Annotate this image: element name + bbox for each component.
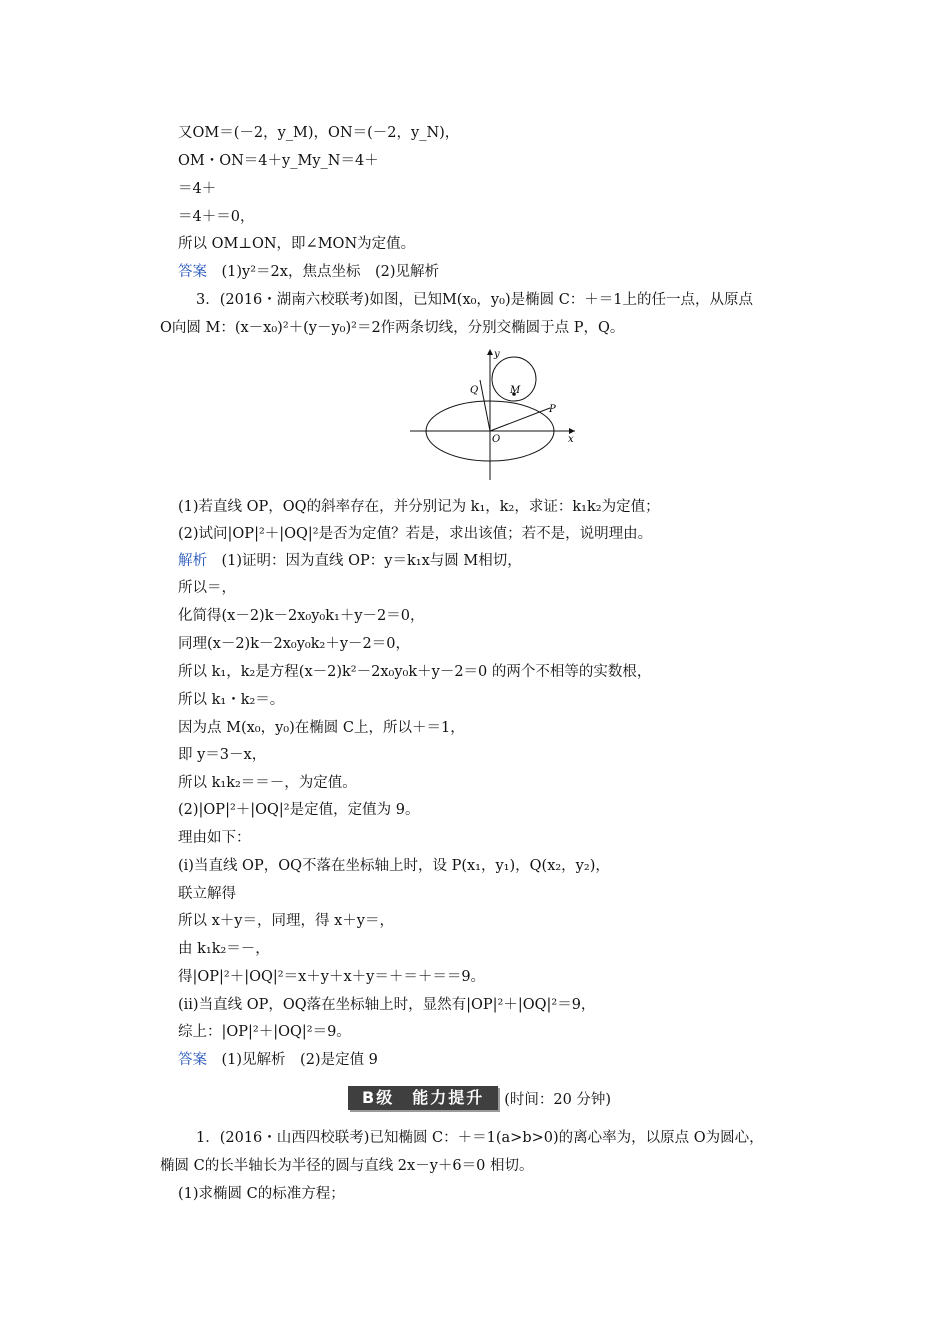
origin-label: O [492, 434, 501, 445]
text-line: 联立解得 [178, 886, 236, 902]
solution-line [178, 551, 522, 571]
text-line: (2)|OP|²＋|OQ|²是定值，定值为 9。 [178, 802, 420, 818]
answer-line [178, 262, 439, 282]
x-axis-label: x [568, 434, 574, 445]
text-line: 所以＝， [178, 580, 236, 596]
text-line: 所以 x＋y＝，同理，得 x＋y＝， [178, 913, 394, 929]
point-m-label: M [510, 385, 521, 396]
answer-text: (1)见解析 (2)是定值 9 [221, 1052, 378, 1068]
question-line: 1．(2016・山西四校联考)已知椭圆 C：＋＝1(a>b>0)的离心率为，以原点 O为圆心， [196, 1130, 764, 1146]
y-axis-label: y [494, 349, 500, 360]
text-line: (2)试问|OP|²＋|OQ|²是否为定值？若是，求出该值；若不是，说明理由。 [178, 526, 653, 542]
text-line: (1)若直线 OP，OQ的斜率存在，并分别记为 k₁，k₂，求证：k₁k₂为定值； [178, 499, 660, 515]
point-p-label: P [549, 404, 556, 415]
solution-tag: 解析 [178, 553, 207, 569]
text-line: 所以 k₁，k₂是方程(x－2)k²－2x₀y₀k＋y－2＝0 的两个不相等的实数根， [178, 664, 652, 680]
text-line: 化简得(x－2)k－2x₀y₀k₁＋y－2＝0， [178, 608, 425, 624]
solution-text: (1)证明：因为直线 OP：y＝k₁x与圆 M相切， [221, 553, 522, 569]
answer-tag: 答案 [178, 264, 207, 280]
section-time: (时间：20 分钟) [504, 1091, 612, 1108]
section-title: B级 能力提升 [348, 1086, 498, 1110]
text-line: ＝4＋ [178, 181, 217, 197]
text-line: 同理(x－2)k－2x₀y₀k₂＋y－2＝0， [178, 636, 410, 652]
answer-text: (1)y²＝2x，焦点坐标 (2)见解析 [221, 264, 439, 280]
text-line: (ⅰ)当直线 OP，OQ不落在坐标轴上时，设 P(x₁，y₁)，Q(x₂，y₂)， [178, 858, 610, 874]
text-line: OM・ON＝4＋y_My_N＝4＋ [178, 153, 379, 169]
ellipse-figure [410, 345, 585, 480]
question-line: 3．(2016・湖南六校联考)如图，已知M(x₀，y₀)是椭圆 C：＋＝1上的任一点，从原点 [196, 292, 754, 308]
text-line: 又OM＝(－2，y_M)，ON＝(－2，y_N)， [178, 125, 460, 141]
text-line: (ⅱ)当直线 OP，OQ落在坐标轴上时，显然有|OP|²＋|OQ|²＝9， [178, 997, 596, 1013]
point-q-label: Q [470, 385, 479, 396]
text-line: 因为点 M(x₀，y₀)在椭圆 C上，所以＋＝1， [178, 720, 465, 736]
text-line: ＝4＋＝0， [178, 209, 255, 225]
section-header [348, 1086, 611, 1110]
question-line: (1)求椭圆 C的标准方程； [178, 1186, 345, 1202]
question-line: O向圆 M：(x－x₀)²＋(y－y₀)²＝2作两条切线，分别交椭圆于点 P，Q。 [160, 320, 625, 336]
text-line: 理由如下： [178, 830, 251, 846]
text-line: 得|OP|²＋|OQ|²＝x＋y＋x＋y＝＋＝＋＝＝9。 [178, 969, 486, 985]
text-line: 所以 k₁k₂＝＝－，为定值。 [178, 775, 357, 791]
text-line: 即 y＝3－x， [178, 747, 267, 763]
answer-line [178, 1050, 378, 1070]
text-line: 由 k₁k₂＝－， [178, 941, 270, 957]
text-line: 所以 k₁・k₂＝。 [178, 692, 285, 708]
text-line: 所以 OM⊥ON，即∠MON为定值。 [178, 236, 416, 252]
question-line: 椭圆 C的长半轴长为半径的圆与直线 2x－y＋6＝0 相切。 [160, 1158, 534, 1174]
answer-tag: 答案 [178, 1052, 207, 1068]
text-line: 综上：|OP|²＋|OQ|²＝9。 [178, 1024, 351, 1040]
